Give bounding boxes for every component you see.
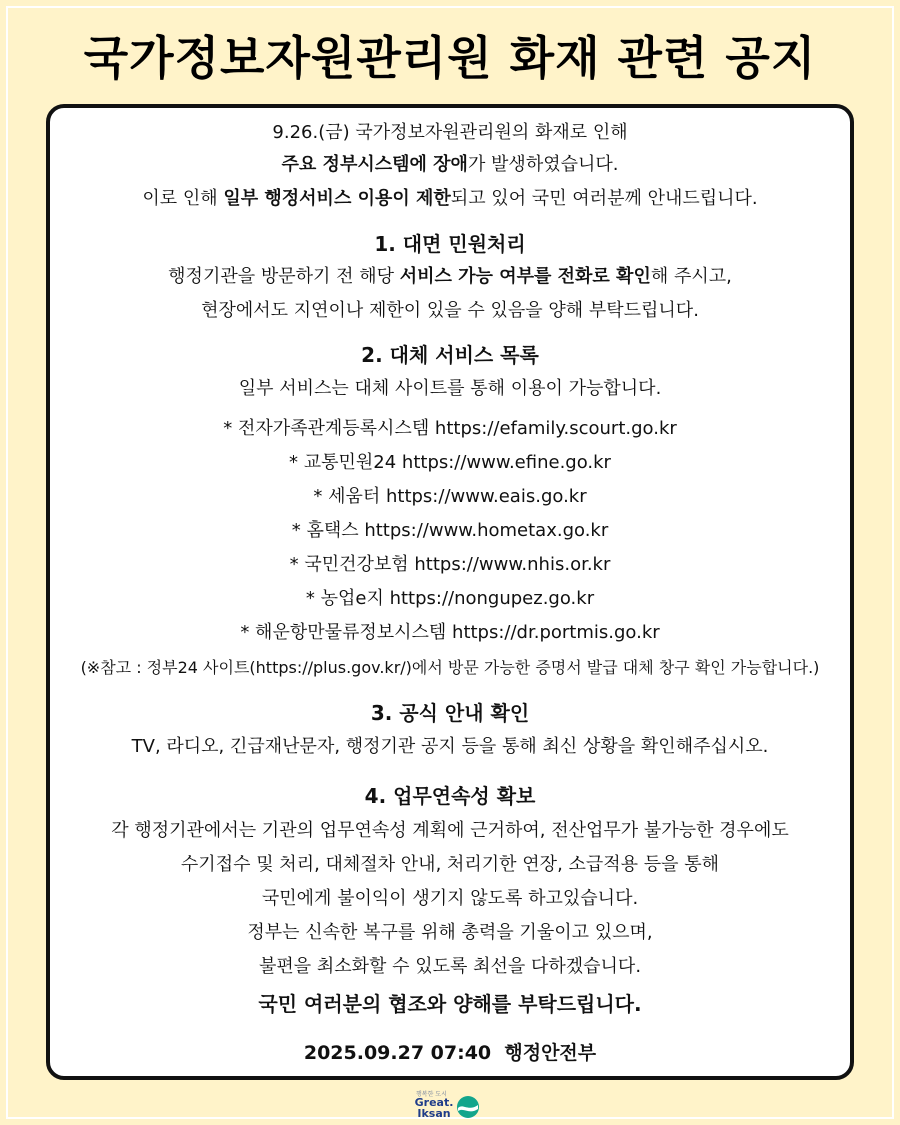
logo-text: [412, 1097, 456, 1119]
intro-line-2-rest: 가 발생하였습니다.: [467, 154, 619, 175]
service-list-item: * 농업e지 https://nongupez.go.kr: [305, 588, 595, 609]
section-1-line-1: [50, 268, 850, 286]
section-4-line: 수기접수 및 처리, 대체절차 안내, 처리기한 연장, 소급적용 등을 통해: [180, 854, 720, 875]
section-1-line-2: 현장에서도 지연이나 제한이 있을 수 있음을 양해 부탁드립니다.: [201, 300, 699, 321]
logo-slogan: 행복한 도시: [416, 1091, 447, 1098]
section-1-line-1-bold: 서비스 가능 여부를 전화로 확인: [399, 266, 651, 287]
footer-issuer: 행정안전부: [504, 1042, 597, 1064]
section-4-line: 정부는 신속한 복구를 위해 총력을 기울이고 있으며,: [247, 922, 653, 943]
wave-circle-icon: [456, 1095, 480, 1119]
section-4-line: 국민에게 불이익이 생기지 않도록 하고있습니다.: [261, 888, 639, 909]
footer-line: [50, 1044, 850, 1063]
logo-line-2: Iksan: [417, 1107, 451, 1120]
service-list-item: * 국민건강보험 https://www.nhis.or.kr: [289, 554, 611, 575]
intro-line-2-bold: 주요 정부시스템에 장애: [281, 154, 468, 175]
section-2-intro: 일부 서비스는 대체 사이트를 통해 이용이 가능합니다.: [238, 378, 662, 399]
service-list-item: * 홈택스 https://www.hometax.go.kr: [291, 520, 609, 541]
service-list-item: * 세움터 https://www.eais.go.kr: [313, 486, 587, 507]
intro-line-2: [50, 156, 850, 174]
footer-datetime: 2025.09.27 07:40: [303, 1042, 492, 1064]
intro-line-3-pre: 이로 인해: [142, 188, 224, 209]
section-4-line: 불편을 최소화할 수 있도록 최선을 다하겠습니다.: [258, 956, 642, 977]
service-list-item: * 전자가족관계등록시스템 https://efamily.scourt.go.kr: [223, 418, 677, 439]
intro-line-1: 9.26.(금) 국가정보자원관리원의 화재로 인해: [272, 122, 628, 143]
section-2-note: (※참고 : 정부24 사이트(https://plus.gov.kr/)에서 방문 가능한 증명서 발급 대체 창구 확인 가능합니다.): [80, 658, 820, 677]
section-1-line-1-pre: 행정기관을 방문하기 전 해당: [168, 266, 400, 287]
intro-line-3-post: 되고 있어 국민 여러분께 안내드립니다.: [450, 188, 758, 209]
section-4-line: 각 행정기관에서는 기관의 업무연속성 계획에 근거하여, 전산업무가 불가능한 경우에도: [111, 820, 789, 841]
section-3-line-1: TV, 라디오, 긴급재난문자, 행정기관 공지 등을 통해 최신 상황을 확인해주십시오.: [131, 736, 769, 757]
service-list-item: * 해운항만물류정보시스템 https://dr.portmis.go.kr: [240, 622, 660, 643]
section-1-heading: 1. 대면 민원처리: [374, 232, 526, 256]
intro-line-3-bold: 일부 행정서비스 이용이 제한: [223, 188, 451, 209]
logo-line-1: Great.: [414, 1096, 454, 1109]
notice-card: [46, 104, 854, 1080]
section-4-heading: 4. 업무연속성 확보: [364, 784, 536, 808]
section-1-line-1-post: 해 주시고,: [650, 266, 732, 287]
section-3-heading: 3. 공식 안내 확인: [370, 701, 530, 725]
great-iksan-logo: [410, 1088, 500, 1122]
closing-message: 국민 여러분의 협조와 양해를 부탁드립니다.: [258, 992, 642, 1016]
page-title: 국가정보자원관리원 화재 관련 공지: [83, 31, 817, 85]
service-list-item: * 교통민원24 https://www.efine.go.kr: [289, 452, 611, 473]
section-2-heading: 2. 대체 서비스 목록: [361, 343, 539, 367]
intro-line-3: [50, 190, 850, 208]
